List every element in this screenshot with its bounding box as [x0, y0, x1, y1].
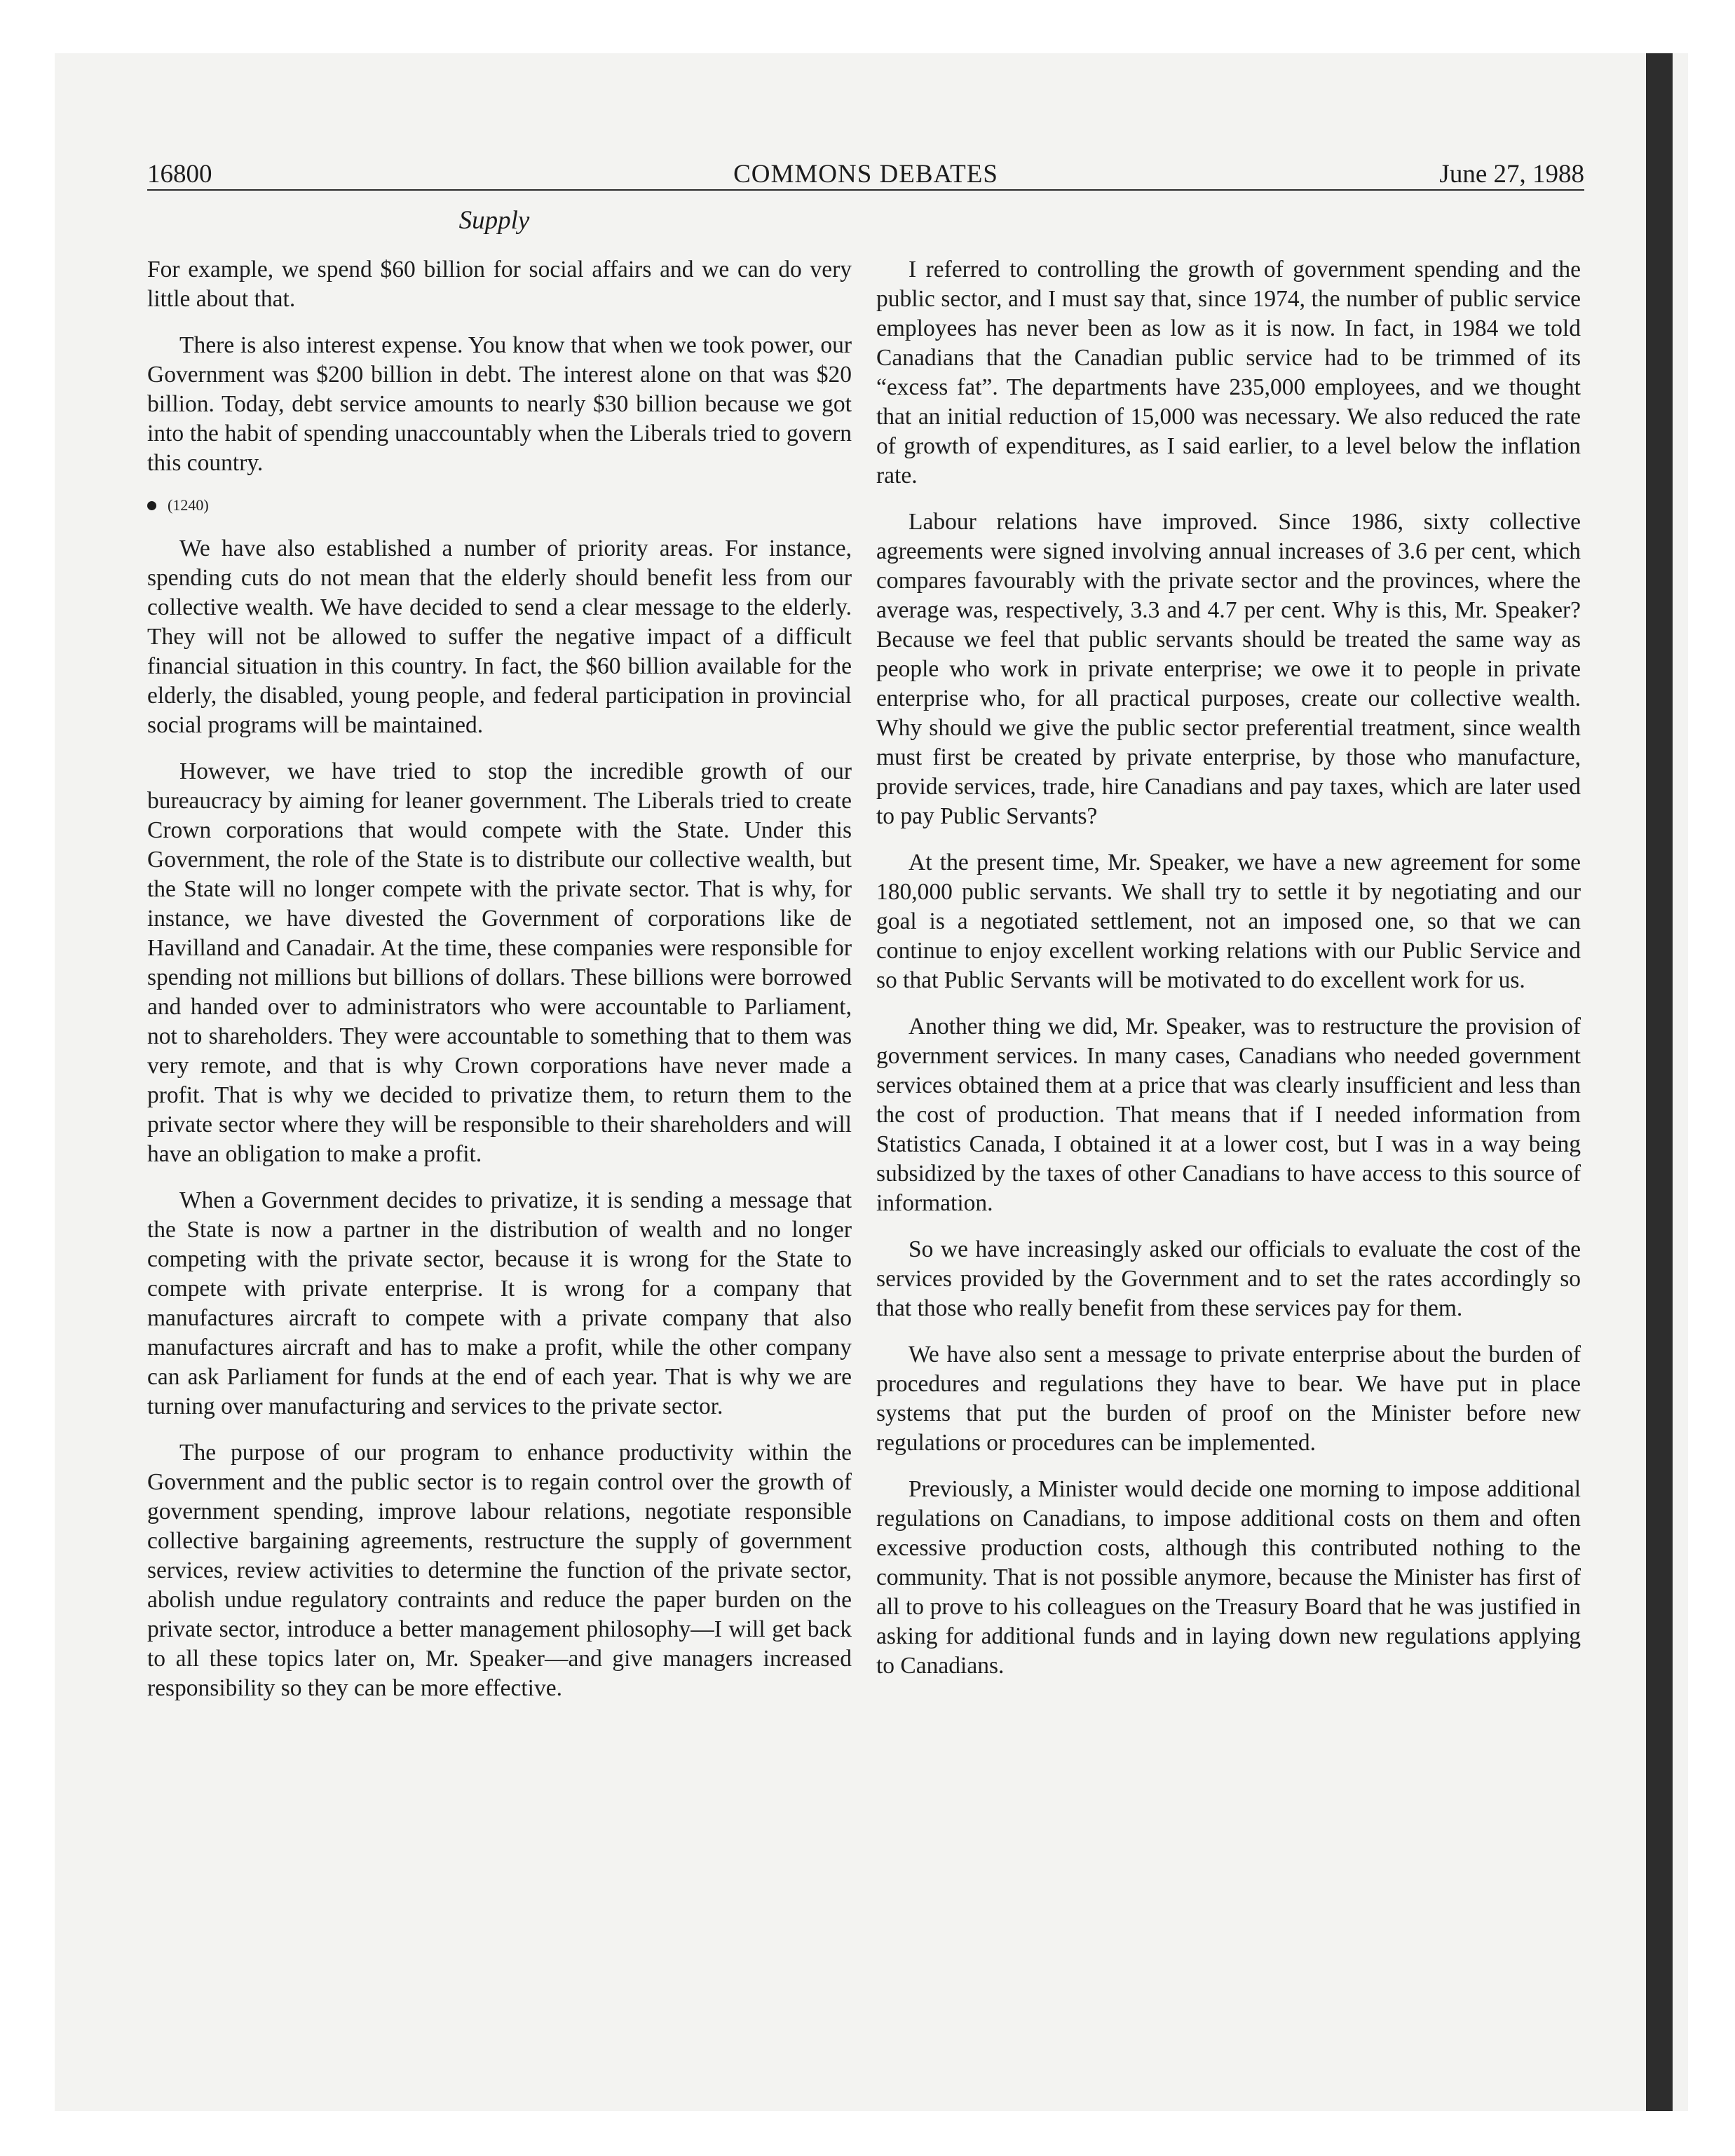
section-title: Supply	[458, 206, 530, 235]
scan-edge-shadow	[1646, 53, 1673, 2111]
paragraph: However, we have tried to stop the incredible growth of our bureaucracy by aiming for leaner government. The Liberals tried to create Crown corporations that would compete with the State. Under this Government, the role of the State is to distribute our collective wealth, but the State will no longer compete with the private sector. That is why, for instance, we have divested the Government of corporations like de Havilland and Canadair. At the time, these companies were responsible for spending not millions but billions of dollars. These billions were borrowed and handed over to administrators who were accountable to Parliament, not to shareholders. They were accountable to something that to them was very remote, and that is why Crown corporations have never made a profit. That is why we decided to privatize them, to return them to the private sector where they will be responsible to their shareholders and will have an obligation to make a profit.	[147, 758, 852, 1167]
paragraph: I referred to controlling the growth of government spending and the public sector, and I must say that, since 1974, the number of public service employees has never been as low as it is now. In fact, in 1984 we told Canadians that the Canadian public service had to be trimmed of its “excess fat”. The departments have 235,000 employees, and we thought that an initial reduction of 15,000 was necessary. We also reduced the rate of growth of expenditures, as I said earlier, to a level below the inflation rate.	[876, 257, 1581, 489]
paragraph: Another thing we did, Mr. Speaker, was to restructure the provision of government services. In many cases, Canadians who needed government services obtained them at a price that was clearly insufficient and less than the cost of production. That means that if I needed information from Statistics Canada, I obtained it at a lower cost, but I was in a way being subsidized by the taxes of other Canadians to have access to this source of information.	[876, 1014, 1581, 1216]
right-column	[876, 255, 1581, 1698]
bullet-icon	[147, 501, 156, 510]
page-header	[147, 157, 1584, 192]
left-column	[147, 255, 852, 1720]
paragraph: Previously, a Minister would decide one morning to impose additional regulations on Canadians, to impose additional costs on them and often excessive production costs, although this contributed nothing to the community. That is not possible anymore, because the Minister has first of all to prove to his colleagues on the Treasury Board that he was justified in asking for additional funds and in laying down new regulations applying to Canadians.	[876, 1476, 1581, 1679]
page-number: 16800	[147, 160, 212, 189]
paragraph: There is also interest expense. You know that when we took power, our Government was $200 billion in debt. The interest alone on that was $20 billion. Today, debt service amounts to nearly $30 billion because we got into the habit of spending unaccountably when the Liberals tried to govern this country.	[147, 332, 852, 476]
paragraph: The purpose of our program to enhance productivity within the Government and the public sector is to regain control over the growth of government spending, improve labour relations, negotiate responsible collective bargaining agreements, restructure the supply of government services, review activities to determine the function of the private sector, abolish undue regulatory contraints and reduce the paper burden on the private sector, introduce a better management philosophy—I will get back to all these topics later on, Mr. Speaker—and give managers increased responsibility so they can be more effective.	[147, 1440, 852, 1701]
paragraph: We have also sent a message to private enterprise about the burden of procedures and regulations they have to bear. We have put in place systems that put the burden of proof on the Minister before new regulations or procedures can be implemented.	[876, 1342, 1581, 1456]
header-rule	[147, 189, 1584, 191]
paragraph: At the present time, Mr. Speaker, we have a new agreement for some 180,000 public servants. We shall try to settle it by negotiating and our goal is a negotiated settlement, not an imposed one, so that we can continue to enjoy excellent working relations with our Public Service and so that Public Servants will be motivated to do excellent work for us.	[876, 850, 1581, 993]
time-marker-label: (1240)	[168, 496, 209, 514]
paragraph: So we have increasingly asked our officials to evaluate the cost of the services provided by the Government and to set the rates accordingly so that those who really benefit from these services pay for them.	[876, 1236, 1581, 1321]
publication-title: COMMONS DEBATES	[733, 160, 998, 189]
paragraph: For example, we spend $60 billion for social affairs and we can do very little about that.	[147, 257, 852, 312]
paragraph: When a Government decides to privatize, it is sending a message that the State is now a partner in the distribution of wealth and no longer competing with the private sector, because it is wrong for the State to compete with private enterprise. It is wrong for a company that manufactures aircraft to compete with a private company that also manufactures aircraft and has to make a profit, while the other company can ask Parliament for funds at the end of each year. That is why we are turning over manufacturing and services to the private sector.	[147, 1187, 852, 1419]
paragraph: We have also established a number of priority areas. For instance, spending cuts do not mean that the elderly should benefit less from our collective wealth. We have decided to send a clear message to the elderly. They will not be allowed to suffer the negative impact of a difficult financial situation in this country. In fact, the $60 billion available for the elderly, the disabled, young people, and federal participation in provincial social programs will be maintained.	[147, 535, 852, 738]
publication-date: June 27, 1988	[1439, 160, 1584, 189]
paragraph: Labour relations have improved. Since 1986, sixty collective agreements were signed involving annual increases of 3.6 per cent, which compares favourably with the private sector and the provinces, where the average was, respectively, 3.3 and 4.7 per cent. Why is this, Mr. Speaker? Because we feel that public servants should be treated the same way as people who work in private enterprise; we owe it to people in private enterprise who, for all practical purposes, create our collective wealth. Why should we give the public sector preferential treatment, since wealth must first be created by private enterprise, by those who manufacture, provide services, trade, hire Canadians and pay taxes, which are later used to pay Public Servants?	[876, 509, 1581, 829]
time-marker	[147, 495, 852, 516]
